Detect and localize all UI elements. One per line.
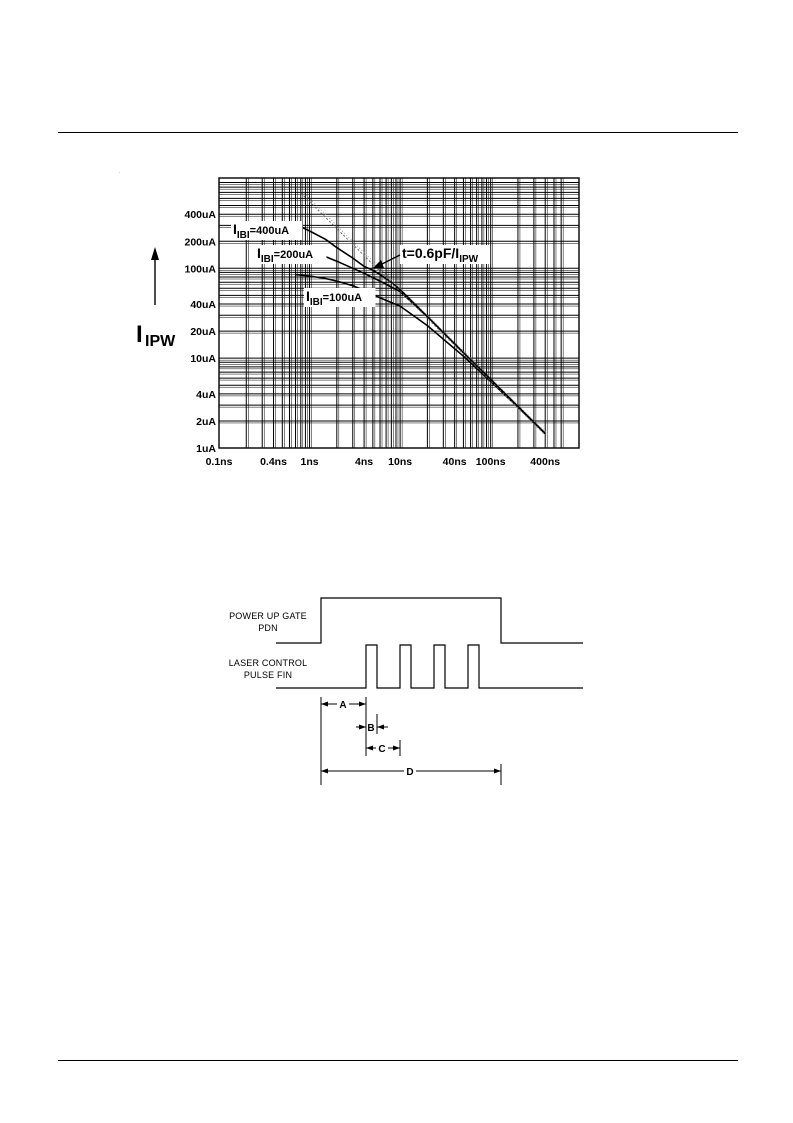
x-tick-label: 10ns [388, 456, 413, 468]
dimension-b-label: B [367, 723, 375, 734]
chart-grid [219, 178, 579, 448]
dimension-a-label: A [339, 700, 347, 711]
y-tick-label: 200uA [184, 236, 216, 249]
y-axis-label-sub: IPW [145, 333, 176, 350]
y-tick-labels [184, 209, 216, 455]
dimension-d-label: D [406, 767, 414, 778]
series-line-1 [296, 250, 546, 434]
dimension-c [366, 714, 400, 756]
series-label-0 [231, 221, 302, 241]
plot-frame [219, 178, 579, 448]
y-tick-label: 4uA [196, 388, 216, 401]
dimension-c-label: C [378, 744, 386, 755]
y-tick-label: 100uA [184, 263, 216, 276]
timing-diagram [0, 580, 793, 800]
x-tick-labels [206, 456, 561, 468]
pdn-label: PDN [258, 623, 278, 633]
laser-control-label: LASER CONTROL [228, 658, 308, 668]
y-tick-label: 1uA [196, 443, 216, 455]
series-label-text: $t=0.6pF/I_{IPW}$ [402, 245, 479, 265]
dimension-b [356, 714, 388, 734]
x-tick-label: 40ns [442, 456, 467, 468]
ipw-vs-pulse-width-chart [0, 0, 793, 500]
pulse-fin-label: PULSE FIN [243, 670, 293, 680]
svg-text:.: . [119, 169, 121, 175]
series-line-3 [301, 193, 545, 435]
series-label-1 [255, 245, 326, 265]
series-line-3-shadow [304, 193, 548, 435]
dimension-a [321, 697, 366, 714]
y-tick-label: 10uA [190, 353, 216, 366]
dimension-d [321, 714, 501, 785]
formula-pointer-shaft [380, 255, 400, 265]
series-label-3 [400, 245, 490, 265]
y-tick-label: 20uA [190, 326, 216, 339]
chart-series [296, 193, 549, 435]
y-tick-label: 40uA [190, 299, 216, 312]
x-tick-label: 100ns [475, 456, 506, 468]
up-arrow-icon [151, 247, 159, 260]
chart-frame [219, 178, 579, 448]
x-tick-label: 0.1ns [205, 456, 233, 468]
x-tick-label: 0.4ns [260, 456, 287, 468]
series-label-text: $I_{IBI}^{=100uA}$ [306, 288, 363, 308]
y-tick-label: 400uA [184, 209, 216, 222]
pulse-fin-waveform [276, 645, 583, 688]
y-axis-label-main: I [136, 321, 143, 348]
series-label-text: $I_{IBI}^{=400uA}$ [233, 221, 290, 241]
series-label-2 [304, 288, 375, 308]
y-tick-label: 2uA [196, 415, 216, 428]
y-axis-label [136, 247, 176, 350]
power-up-gate-label: POWER UP GATE [229, 611, 307, 621]
footer-rule [58, 1060, 738, 1061]
x-tick-label: 400ns [530, 456, 561, 468]
x-tick-label: 4ns [355, 456, 374, 468]
series-label-text: $I_{IBI}^{=200uA}$ [257, 245, 314, 265]
x-tick-label: 1ns [300, 456, 319, 468]
pdn-waveform [276, 598, 583, 643]
